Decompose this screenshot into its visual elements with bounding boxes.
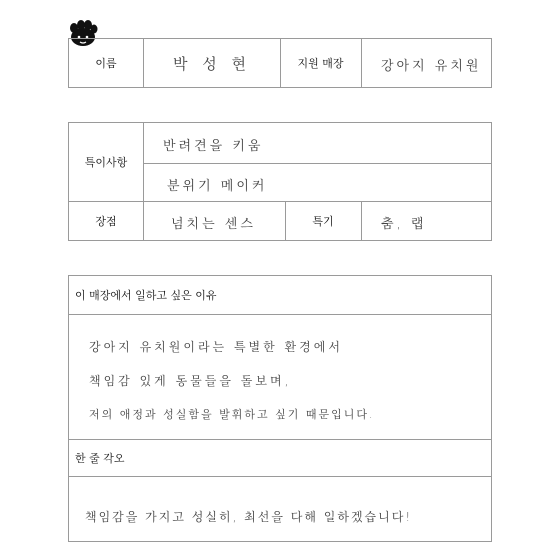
resolve-value: 책임감을 가지고 성실히, 최선을 다해 일하겠습니다! (85, 510, 413, 524)
store-value: 강아지 유치원 (381, 59, 482, 74)
notes-label: 특이사항 (84, 156, 128, 169)
name-label: 이름 (95, 57, 117, 70)
talent-label: 특기 (312, 214, 334, 228)
reason-line-3: 저의 애정과 성실함을 발휘하고 싶기 때문입니다. (89, 408, 375, 421)
strength-value: 넘치는 센스 (171, 217, 256, 232)
info-table (68, 38, 492, 88)
reason-line-2: 책임감 있게 동물들을 돌보며, (89, 374, 292, 388)
reason-line-1: 강아지 유치원이라는 특별한 환경에서 (89, 340, 343, 354)
strength-label: 장점 (95, 214, 117, 228)
motivation-table (68, 275, 492, 542)
name-value: 박 성 현 (173, 55, 252, 73)
store-label: 지원 매장 (297, 57, 344, 70)
resolve-heading: 한 줄 각오 (75, 451, 125, 465)
reason-heading: 이 매장에서 일하고 싶은 이유 (75, 289, 217, 302)
profile-table (68, 122, 492, 241)
notes-line-1: 반려견을 키움 (163, 139, 264, 154)
talent-value: 춤, 랩 (381, 217, 427, 232)
notes-line-2: 분위기 메이커 (167, 179, 268, 194)
